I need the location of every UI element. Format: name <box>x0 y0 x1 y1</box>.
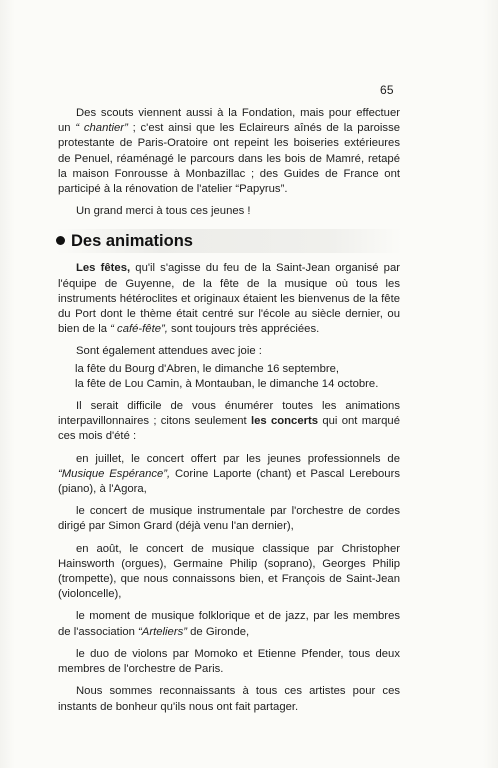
concert-item-text: le duo de violons par Momoko et Etienne Pfender, tous deux membres de l'orchestre de Paris. <box>58 647 400 676</box>
thanks-paragraph: Un grand merci à tous ces jeunes ! <box>76 205 251 218</box>
fetes-text-2: sont toujours très appréciées. <box>167 323 320 336</box>
section-title: Des animations <box>71 232 193 251</box>
concert-item-text: le moment de musique folklorique et de jazz, par les membres de l'association <box>58 610 400 638</box>
concert-item <box>58 542 400 603</box>
concert-item-text: de Gironde, <box>187 625 250 638</box>
concert-item-text: Corine Laporte (chant) et Pascal Lerebours (piano), à l'Agora, <box>58 467 400 496</box>
page-number: 65 <box>380 83 394 97</box>
section-heading <box>56 230 193 252</box>
concert-item-emphasis: “Musique Espérance”, <box>58 467 171 480</box>
closing-paragraph: Nous sommes reconnaissants à tous ces artistes pour ces instants de bonheur qu'ils nous ont fait partager. <box>58 685 400 713</box>
fetes-paragraph <box>58 261 400 337</box>
scouts-text-1: Des scouts viennent aussi à la Fondation, mais pour effectuer un <box>58 107 400 135</box>
concerts-paragraph <box>58 399 400 445</box>
section-heading-band <box>56 229 402 253</box>
concert-item <box>58 504 400 534</box>
concerts-text-2: qui ont marqué ces mois d'été : <box>58 415 401 443</box>
page-content <box>58 106 400 722</box>
cafe-fete-emphasis: “ café-fête”, <box>110 323 168 336</box>
concert-item <box>58 452 400 498</box>
attendues-intro: Sont également attendues avec joie : <box>76 345 262 358</box>
concert-item-text: en août, le concert de musique classique par Christopher Hainsworth (orgues), Germaine Philip (soprano), Georges Philip (trompette), que nous connaissons bien, et François de Saint-Jean (violoncelle), <box>58 542 400 601</box>
attendues-line: la fête de Lou Camin, à Montauban, le dimanche 14 octobre. <box>75 377 379 390</box>
concerts-strong: les concerts <box>250 415 319 428</box>
scouts-text-2: ; c'est ainsi que les Eclaireurs aînés de la paroisse protestante de Paris-Oratoire ont repeint les boiseries extérieures de Penuel, réaménagé le parcours dans les bois de Mamré, retapé la maison Fonrousse à Monbazillac ; des Guides de France ont participé à la rénovation de l'atelier “Papyrus”. <box>58 122 400 196</box>
fetes-text-1: qu'il s'agisse du feu de la Saint-Jean organisé par l'équipe de Guyenne, de la fête de la musique où tous les instruments hétéroclites et originaux étaient les bienvenus de la fête du Port dont le thème était centré sur l'école au siècle dernier, ou bien de la <box>58 262 401 336</box>
fetes-lead: Les fêtes, <box>76 262 131 275</box>
concerts-text-1: Il serait difficile de vous énumérer toutes les animations interpavillonnaires ; citons seulement <box>58 400 400 428</box>
scouts-paragraph <box>58 106 400 197</box>
concert-item <box>58 609 400 639</box>
attendues-line: la fête du Bourg d'Abren, le dimanche 16 septembre, <box>75 362 340 375</box>
concert-item-text: en juillet, le concert offert par les jeunes professionnels de <box>76 452 400 465</box>
concert-item-text: le concert de musique instrumentale par l'orchestre de cordes dirigé par Simon Grard (déjà venu l'an dernier), <box>58 505 400 533</box>
attendues-block <box>58 344 400 392</box>
bullet-icon <box>56 236 65 245</box>
concert-item <box>58 647 400 677</box>
chantier-emphasis: “ chantier” <box>75 122 133 135</box>
concert-item-emphasis: “Arteliers” <box>138 625 187 638</box>
